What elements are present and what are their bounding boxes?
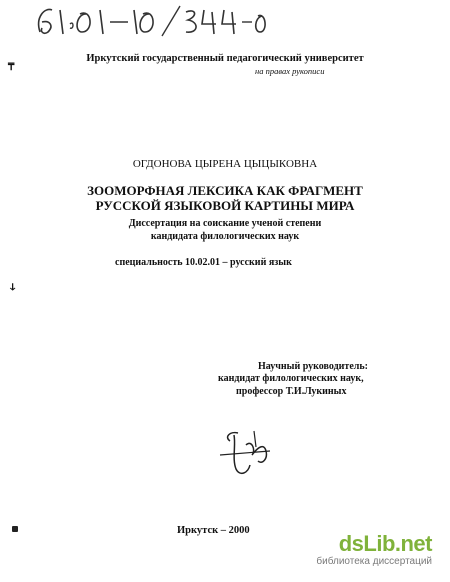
supervisor-name: профессор Т.И.Лукиных: [236, 386, 347, 397]
signature: [210, 425, 290, 480]
margin-mark-bottom: [12, 526, 18, 532]
dissertation-line1: Диссертация на соискание ученой степени: [128, 218, 322, 229]
author-name: ОГДОНОВА ЦЫРЕНА ЦЫЦЫКОВНА: [132, 158, 318, 170]
city-year: Иркутск – 2000: [177, 525, 250, 536]
supervisor-degree: кандидат филологических наук,: [218, 373, 364, 384]
margin-mark-middle: ↆ: [10, 282, 16, 293]
dslib-logo: dsLib.net: [338, 531, 432, 556]
handwritten-archive-code: [30, 2, 270, 42]
supervisor-label: Научный руководитель:: [258, 361, 368, 372]
dissertation-line2: кандидата филологических наук: [150, 231, 300, 242]
university-name: Иркутский государственный педагогический университет: [86, 53, 364, 64]
dslib-subtitle: библиотека диссертаций: [316, 556, 432, 567]
dslib-watermark: [316, 533, 432, 568]
manuscript-note: на правах рукописи: [255, 66, 325, 76]
thesis-title-line2: РУССКОЙ ЯЗЫКОВОЙ КАРТИНЫ МИРА: [95, 198, 355, 213]
specialty: специальность 10.02.01 – русский язык: [115, 257, 292, 268]
margin-mark-top: ₸: [8, 62, 15, 73]
thesis-title-line1: ЗООМОРФНАЯ ЛЕКСИКА КАК ФРАГМЕНТ: [87, 183, 363, 198]
